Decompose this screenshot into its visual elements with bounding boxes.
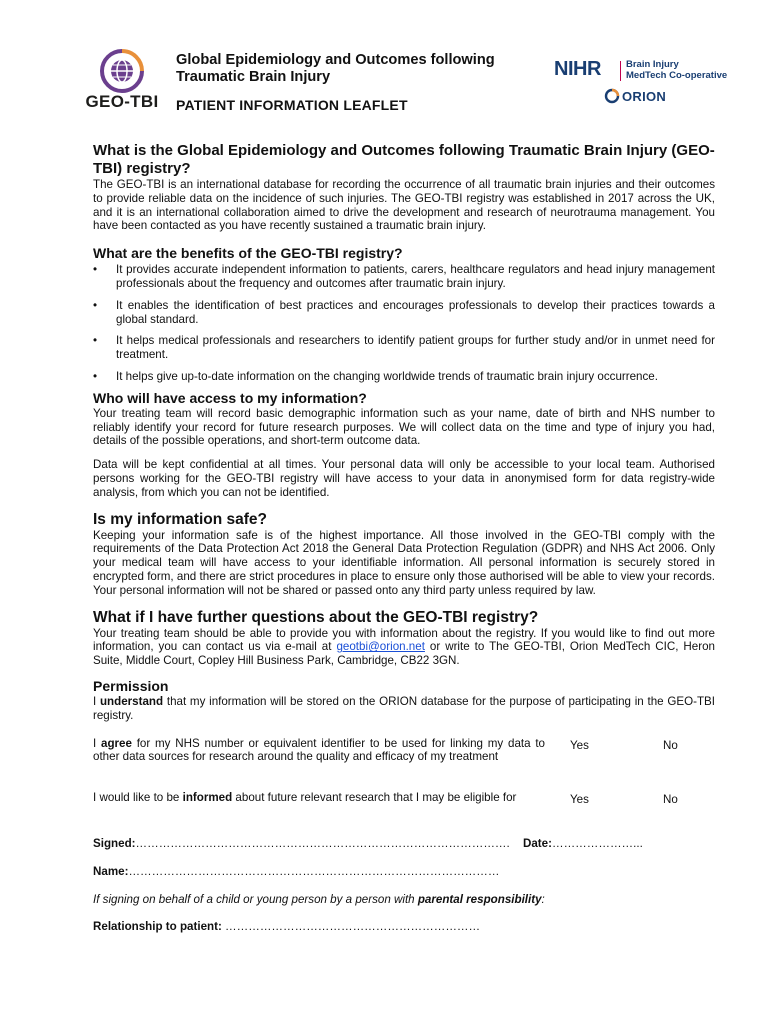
consent-row-agree — [93, 737, 715, 785]
bullet-icon: • — [93, 263, 98, 277]
list-item-text: It provides accurate independent information to patients, carers, healthcare regulators and head injury management professionals about the frequency and outcomes after traumatic brain injury. — [116, 263, 715, 290]
document-title — [176, 52, 536, 86]
section-heading: What is the Global Epidemiology and Outcomes following Traumatic Brain Injury (GEO-TBI) registry? — [93, 142, 715, 177]
signed-label: Signed: — [93, 836, 136, 850]
section-heading: What are the benefits of the GEO-TBI registry? — [93, 245, 403, 262]
name-label: Name: — [93, 864, 129, 878]
understand-statement — [93, 695, 715, 723]
leaflet-body — [93, 142, 715, 934]
list-item-text: It helps medical professionals and researchers to identify patient groups for further study and/or in unmet need for treatment. — [116, 334, 715, 362]
section-benefits — [93, 245, 715, 384]
statement-bold: understand — [99, 694, 164, 708]
statement-text: I — [93, 694, 100, 708]
parental-note — [93, 893, 715, 906]
section-permission — [93, 678, 715, 934]
leaflet-label: PATIENT INFORMATION LEAFLET — [176, 97, 408, 113]
brain-globe-icon — [99, 48, 145, 94]
statement-text: I — [93, 736, 101, 750]
relationship-line[interactable] — [93, 920, 715, 934]
page-title: Global Epidemiology and Outcomes following Traumatic Brain Injury — [176, 52, 495, 85]
list-item-text: It helps give up-to-date information on the changing worldwide trends of traumatic brain injury occurrence. — [116, 369, 658, 383]
contact-text-after: or write to The GEO-TBI, Orion MedTech CIC, Heron Suite, Middle Court, Copley Hill Business Park, Cambridge, CB22 3GN. — [93, 640, 715, 668]
list-item-text: It enables the identification of best practices and encourages professionals to develop their practices towards a global standard. — [116, 298, 715, 326]
statement-text: about future relevant research that I may be eligible for — [232, 790, 517, 804]
statement-text: I would like to be — [93, 790, 183, 804]
bullet-icon: • — [93, 298, 98, 312]
agree-yes-option[interactable]: Yes — [570, 738, 589, 752]
statement-text: for my NHS number or equivalent identifier to be used for linking my data to other data sources for research around the quality and efficacy of my treatment — [93, 736, 545, 764]
section-questions — [93, 608, 715, 668]
nihr-subtitle — [626, 59, 727, 81]
section-text: Your treating team will record basic demographic information such as your name, date of birth and NHS number to reliably identify your record for future research purposes. We will collect data on the time and type of injury you had, details of the possible operations, and short-term outcome data. — [93, 406, 715, 448]
section-heading: What if I have further questions about the GEO-TBI registry? — [93, 608, 539, 626]
list-item — [93, 299, 715, 327]
bullet-icon: • — [93, 334, 98, 348]
relationship-label: Relationship to patient: — [93, 919, 222, 933]
contact-email-link[interactable]: geotbi@orion.net — [336, 640, 425, 654]
informed-statement — [93, 791, 545, 805]
date-field[interactable]: …………………... — [551, 836, 643, 850]
nihr-logo — [554, 58, 744, 84]
orion-wordmark: ORION — [622, 89, 667, 104]
nihr-divider — [620, 61, 621, 81]
note-bold: parental responsibility — [417, 892, 542, 906]
orion-ring-icon — [604, 88, 620, 104]
benefits-list — [93, 263, 715, 384]
list-item — [93, 334, 715, 362]
section-heading: Is my information safe? — [93, 510, 267, 528]
section-text: Keeping your information safe is of the highest importance. All those involved in the GEO-TBI comply with the requirements of the Data Protection Act 2018 the General Data Protection Regulation (GDPR) and NHS Act 2006. Only your medical team will have access to your identifiable information. All personal information is securely stored in encrypted form, and there are strict procedures in place to ensure only those authorised will be able to view your records. Your personal information will not be shared or passed onto any third party unless required by law. — [93, 528, 715, 597]
section-text: The GEO-TBI is an international database for recording the occurrence of all traumatic brain injuries and their outcomes to provide reliable data on the incidence of such injuries. The GEO-TBI registry was established in 2017 across the UK, and it is an international collaboration aimed to drive the development and research of neurotrauma management. You have been contacted as you have recently sustained a traumatic brain injury. — [93, 178, 715, 233]
bullet-icon: • — [93, 369, 98, 383]
nihr-subtitle-line1: Brain Injury — [626, 59, 679, 70]
signature-line[interactable] — [93, 837, 715, 851]
section-safe — [93, 510, 715, 598]
contact-text-before: Your treating team should be able to provide you with information about the registry. If you would like to find out more information, you can contact us via e-mail at — [93, 626, 715, 654]
list-item — [93, 370, 715, 384]
section-what-is — [93, 142, 715, 233]
informed-yes-option[interactable]: Yes — [570, 792, 589, 806]
section-text — [93, 627, 715, 668]
signed-field[interactable]: ……………………………………………………………………………………. — [135, 836, 510, 850]
section-text: Data will be kept confidential at all times. Your personal data will only be accessible to your local team. Authorised persons working for the GEO-TBI registry will have access to your data in anonymised form for data registry-wide analysis, from which you can not be identified. — [93, 458, 715, 499]
note-text: If signing on behalf of a child or young person by a person with — [93, 892, 418, 906]
section-heading: Who will have access to my information? — [93, 389, 367, 406]
agree-statement — [93, 737, 545, 765]
nihr-wordmark: NIHR — [554, 58, 601, 80]
name-field[interactable]: …………………………………………………………………………………… — [128, 864, 500, 878]
geo-tbi-logo-text: GEO-TBI — [85, 92, 159, 111]
section-access — [93, 390, 715, 500]
date-label: Date: — [522, 836, 552, 850]
name-line[interactable] — [93, 865, 715, 879]
note-text: : — [541, 892, 545, 906]
relationship-field[interactable]: ………………………………………………………… — [221, 919, 481, 933]
consent-row-informed — [93, 791, 715, 831]
agree-no-option[interactable]: No — [663, 738, 678, 752]
statement-bold: agree — [101, 736, 132, 750]
list-item — [93, 263, 715, 291]
informed-no-option[interactable]: No — [663, 792, 678, 806]
statement-text: that my information will be stored on the ORION database for the purpose of participating in the GEO-TBI registry. — [93, 694, 715, 722]
statement-bold: informed — [182, 790, 233, 804]
nihr-subtitle-line2: MedTech Co-operative — [626, 70, 728, 81]
section-heading: Permission — [93, 677, 169, 694]
geo-tbi-logo — [84, 48, 160, 118]
